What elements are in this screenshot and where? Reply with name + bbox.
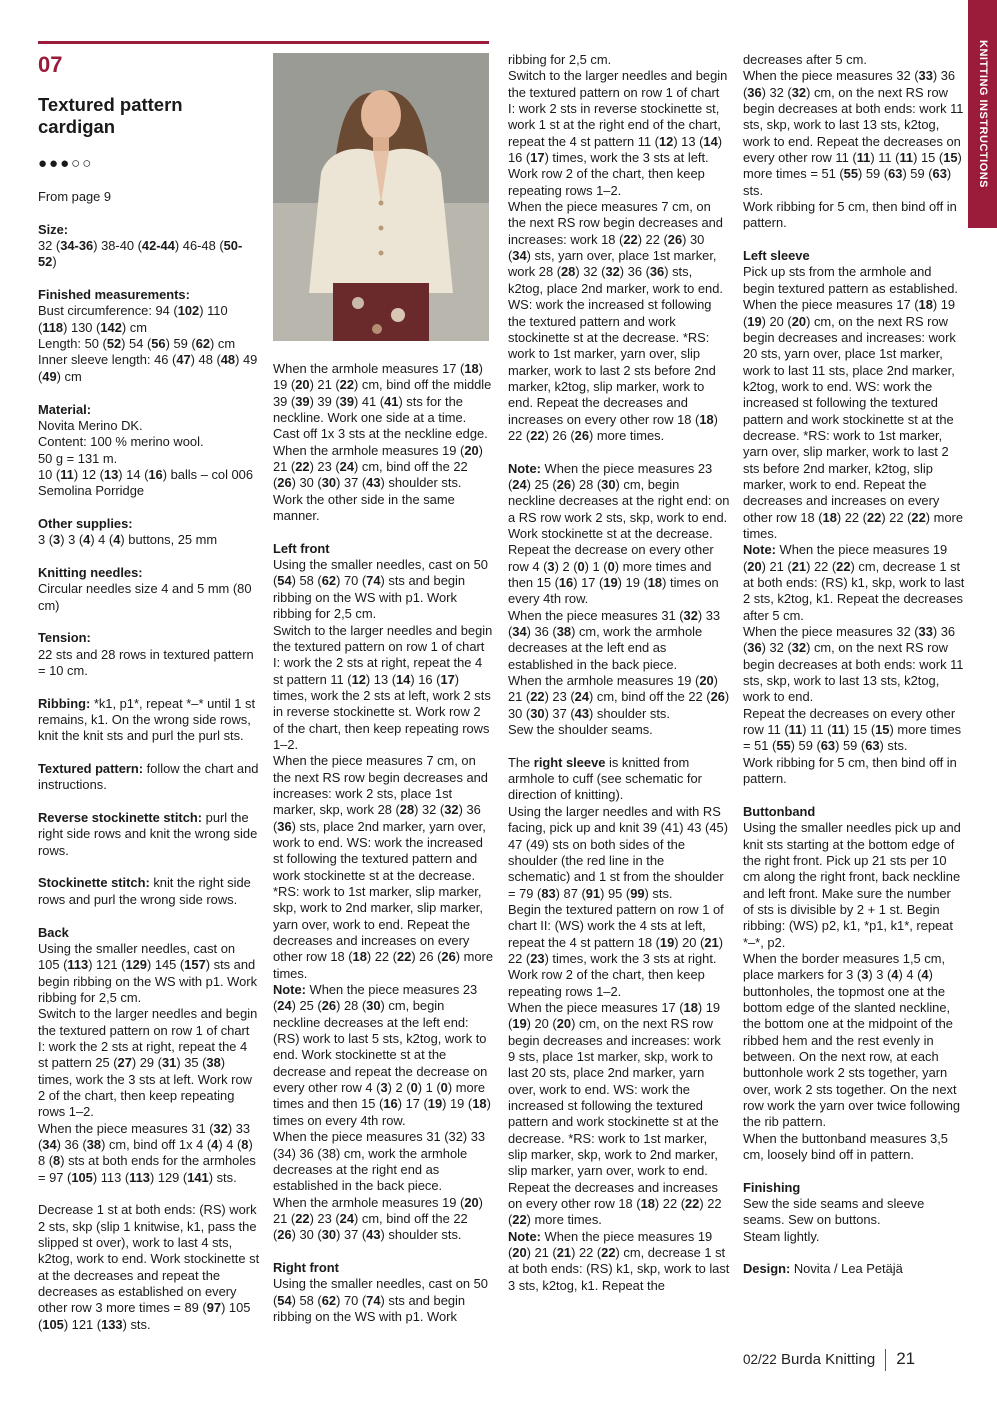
col1-section-8: Reverse stockinette stitch: purl the right side rows and knit the wrong side rows. (38, 810, 258, 858)
col4-section-1: Left sleeve Pick up sts from the armhole and begin textured pattern as established. When the piece measures 17 (18) 19 (19) 20 (20) cm, on the next RS row begin decreases and increases: work 20 sts, yarn over, place 1st marker, work to last 11 sts, place 2nd marker, k2tog, work to end. WS: work the increased st following the textured pattern and work stockinette st at the decrease. *RS: work to 1st marker, yarn over, slip marker, work to last 2 sts before 2nd marker, k2tog, slip marker, work to end. Repeat the decreases and increases on every other row 18 (18) 22 (22) 22 (22) more times. Note: When the piece measures 19 (20) 21 (21) 22 (22) cm, decrease 1 st at both ends: (RS) k1, skp, work to last 2 sts, k2tog, k1. Repeat the decreases after 5 cm. When the piece measures 32 (33) 36 (36) 32 (32) cm, on the next RS row begin decreases at both ends: work 11 sts, skp, work to last 13 sts, k2tog, work to end. Repeat the decreases on every other row 11 (11) 11 (11) 15 (15) more times = 51 (55) 59 (63) 59 (63) sts. Work ribbing for 5 cm, then bind off in pattern. (743, 248, 965, 787)
col1-section-5: Tension: 22 sts and 28 rows in textured pattern = 10 cm. (38, 630, 254, 678)
col2-section-1: Left front Using the smaller needles, cast on 50 (54) 58 (62) 70 (74) sts and begin ribbing on the WS with p1. Work ribbing for 2,5 cm. Switch to the larger needles and begin the textured pattern on row 1 of chart I: work the 2 sts at right, repeat the 4 st pattern 11 (12) 13 (14) 16 (17) times, work the 2 sts at left, work 2 sts in reverse stockinette st. Work row 2 of the chart, then keep repeating rows 1–2. When the piece measures 7 cm, on the next RS row begin decreases and increases: work 2 sts, place 1st marker, skp, work 28 (28) 32 (32) 36 (36) sts, place 2nd marker, yarn over, work to end. WS: work the increased st following the textured pattern and work stockinette st at the decrease. *RS: work to 1st marker, slip marker, skp, work to 2nd marker, slip marker, yarn over, work to end. Repeat the decreases and increases on every other row 18 (18) 22 (22) 26 (26) more times. Note: When the piece measures 23 (24) 25 (26) 28 (30) cm, begin neckline decreases at the left end: (RS) work to last 5 sts, k2tog, work to end. Work stockinette st at the decrease and repeat the decrease on every other row 4 (3) 2 (0) 1 (0) more times and then 15 (16) 17 (19) 19 (18) times on every 4th row. When the piece measures 31 (32) 33 (34) 36 (38) cm, work the armhole decreases at the right end as established in the back piece. When the armhole measures 19 (20) 21 (22) 23 (24) cm, bind off the 22 (26) 30 (30) 37 (43) shoulder sts. (273, 540, 493, 1243)
col4-section-3: Finishing Sew the side seams and sleeve seams. Sew on buttons. Steam lightly. (743, 1179, 925, 1244)
from-page: From page 9 (38, 189, 112, 205)
column-1-sections (38, 222, 260, 1333)
col1-section-10: Back Using the smaller needles, cast on 105 (113) 121 (129) 145 (157) sts and begin ribbing on the WS with p1. Work ribbing for 2,5 cm. Switch to the larger needles and begin the textured pattern on row 1 of chart I: work the 2 sts at right, repeat the 4 st pattern 25 (27) 29 (31) 35 (38) times, work the 3 sts at left. Work row 2 of the chart, then keep repeating rows 1–2. When the piece measures 31 (32) 33 (34) 36 (38) cm, bind off 1x 4 (4) 4 (8) 8 (8) sts at both ends for the armholes = 97 (105) 113 (113) 129 (141) sts. (38, 924, 258, 1185)
col3-section-1: Note: When the piece measures 23 (24) 25 (26) 28 (30) cm, begin neckline decreases at the right end: on a RS row work 2 sts, skp, work to end. Work stockinette st at the decrease. Repeat the decrease on every other row 4 (3) 2 (0) 1 (0) more times and then 15 (16) 17 (19) 19 (18) times on every 4th row. When the piece measures 31 (32) 33 (34) 36 (38) cm, work the armhole decreases at the left end as established in the back piece. When the armhole measures 19 (20) 21 (22) 23 (24) cm, bind off the 22 (26) 30 (30) 37 (43) shoulder sts. Sew the shoulder seams. (508, 460, 730, 738)
col1-section-3: Other supplies: 3 (3) 3 (4) 4 (4) buttons, 25 mm (38, 515, 218, 548)
col1-section-2: Material: Novita Merino DK. Content: 100 % merino wool. 50 g = 131 m. 10 (11) 12 (13) 14 (16) balls – col 006 Semolina Porridge (38, 401, 254, 499)
pattern-title: Textured pattern cardigan (38, 94, 183, 138)
col1-section-1: Finished measurements: Bust circumference: 94 (102) 110 (118) 130 (142) cm Length: 50 (52) 54 (56) 59 (62) cm Inner sleeve length: 46 (47) 48 (48) 49 (49) cm (38, 287, 258, 384)
col1-section-11: Decrease 1 st at both ends: (RS) work 2 sts, skp (slip 1 knitwise, k1, pass the slipped st over), work to last 4 sts, k2tog, work to end. Work stockinette st at the decreases and repeat the decreases as established on every other row 3 more times = 89 (97) 105 (105) 121 (133) sts. (38, 1202, 260, 1332)
column-4 (743, 52, 965, 1278)
col2-section-0: When the armhole measures 17 (18) 19 (20) 21 (22) cm, bind off the middle 39 (39) 39 (39) 41 (41) sts for the neckline. Work one side at a time. Cast off 1x 3 sts at the neckline edge. When the armhole measures 19 (20) 21 (22) 23 (24) cm, bind off the 22 (26) 30 (30) 37 (43) shoulder sts. Work the other side in the same manner. (273, 361, 492, 524)
col2-section-2: Right front Using the smaller needles, cast on 50 (54) 58 (62) 70 (74) sts and begin ribbing on the WS with p1. Work (273, 1259, 488, 1324)
col4-section-4: Design: Novita / Lea Petäjä (743, 1261, 903, 1277)
model-photo (273, 53, 489, 341)
col4-section-0: decreases after 5 cm. When the piece measures 32 (33) 36 (36) 32 (32) cm, on the next RS row begin decreases at both ends: work 11 sts, skp, work to last 13 sts, k2tog, work to end. Repeat the decreases on every other row 11 (11) 11 (11) 15 (15) more times = 51 (55) 59 (63) 59 (63) sts. Work ribbing for 5 cm, then bind off in pattern. (743, 52, 964, 231)
page-number: 21 (896, 1349, 916, 1368)
column-2 (273, 361, 493, 1325)
column-3 (508, 52, 730, 1294)
section-tab-label: KNITTING INSTRUCTIONS (976, 40, 989, 188)
col1-section-0: Size: 32 (34-36) 38-40 (42-44) 46-48 (50-52) (38, 221, 243, 270)
col1-section-6: Ribbing: *k1, p1*, repeat *–* until 1 st remains, k1. On the wrong side rows, knit the knit sts and purl the purl sts. (38, 695, 256, 744)
col1-section-7: Textured pattern: follow the chart and instructions. (38, 761, 259, 793)
col4-section-2: Buttonband Using the smaller needles pick up and knit sts starting at the bottom edge of the right front. Pick up 21 sts per 10 cm along the right front, back neckline and left front. Make sure the number of sts is divisible by 2 + 1 st. Begin ribbing: (WS) p2, k1, *p1, k1*, repeat *–*, p2. When the border measures 1,5 cm, place markers for 3 (3) 3 (4) 4 (4) buttonholes, the topmost one at the bottom edge of the slanted neckline, the bottom one at the midpoint of the ribbed hem and the rest evenly in between. On the next row, at each buttonhole work 2 sts together, yarn over, work 2 sts together. On the next row work the yarn over twice following the rib pattern. When the buttonband measures 3,5 cm, loosely bind off in pattern. (743, 803, 961, 1163)
footer-divider (885, 1349, 886, 1371)
header-rule (38, 41, 489, 44)
pattern-number: 07 (38, 52, 63, 77)
col3-section-2: The right sleeve is knitted from armhole to cuff (see schematic for direction of knitting). Using the larger needles and with RS facing, pick up and knit 39 (41) 43 (45) 47 (49) sts on both sides of the shoulder (the red line in the schematic) and 1 st from the shoulder = 79 (83) 87 (91) 95 (99) sts. Begin the textured pattern on row 1 of chart II: (WS) work the 4 sts at left, repeat the 4 st pattern 18 (19) 20 (21) 22 (23) times, work the 3 sts at right. Work row 2 of the chart, then keep repeating rows 1–2. When the piece measures 17 (18) 19 (19) 20 (20) cm, on the next RS row begin decreases and increases: work 9 sts, place 1st marker, skp, work to last 20 sts, place 2nd marker, yarn over, work to end. WS: work the increased st following the textured pattern and work stockinette st at the decrease. *RS: work to 1st marker, slip marker, skp, work to 2nd marker, slip marker, yarn over, work to end. Repeat the decreases and increases on every other row 18 (18) 22 (22) 22 (22) more times. Note: When the piece measures 19 (20) 21 (21) 22 (22) cm, decrease 1 st at both ends: (RS) k1, skp, work to last 3 sts, k2tog, k1. Repeat the (508, 754, 730, 1293)
issue-number: 02/22 (743, 1352, 777, 1367)
col1-section-4: Knitting needles: Circular needles size 4 and 5 mm (80 cm) (38, 564, 252, 613)
magazine-name: Burda Knitting (780, 1351, 876, 1368)
model-illustration (273, 53, 489, 341)
section-tab (968, 0, 997, 228)
page-footer (743, 1348, 915, 1370)
column-1 (38, 52, 260, 1333)
col3-section-0: ribbing for 2,5 cm. Switch to the larger needles and begin the textured pattern on row 1 of chart I: work 2 sts in reverse stockinette st, work 1 st at the right end of the chart, repeat the 4 st pattern 11 (12) 13 (14) 16 (17) times, work the 3 sts at left. Work row 2 of the chart, then keep repeating rows 1–2. When the piece measures 7 cm, on the next RS row begin decreases and increases: work 18 (22) 22 (26) 30 (34) sts, yarn over, place 1st marker, work 28 (28) 32 (32) 36 (36) sts, k2tog, place 2nd marker, work to end. WS: work the increased st following the textured pattern and work stockinette st at the decrease. *RS: work to 1st marker, yarn over, slip marker, work to last 2 sts before 2nd marker, k2tog, slip marker, work to end. Repeat the decreases and increases on every other row 18 (18) 22 (22) 26 (26) more times. (508, 52, 728, 443)
col1-section-9: Stockinette stitch: knit the right side rows and purl the wrong side rows. (38, 875, 251, 907)
difficulty-rating: ●●●○○ (38, 154, 94, 172)
